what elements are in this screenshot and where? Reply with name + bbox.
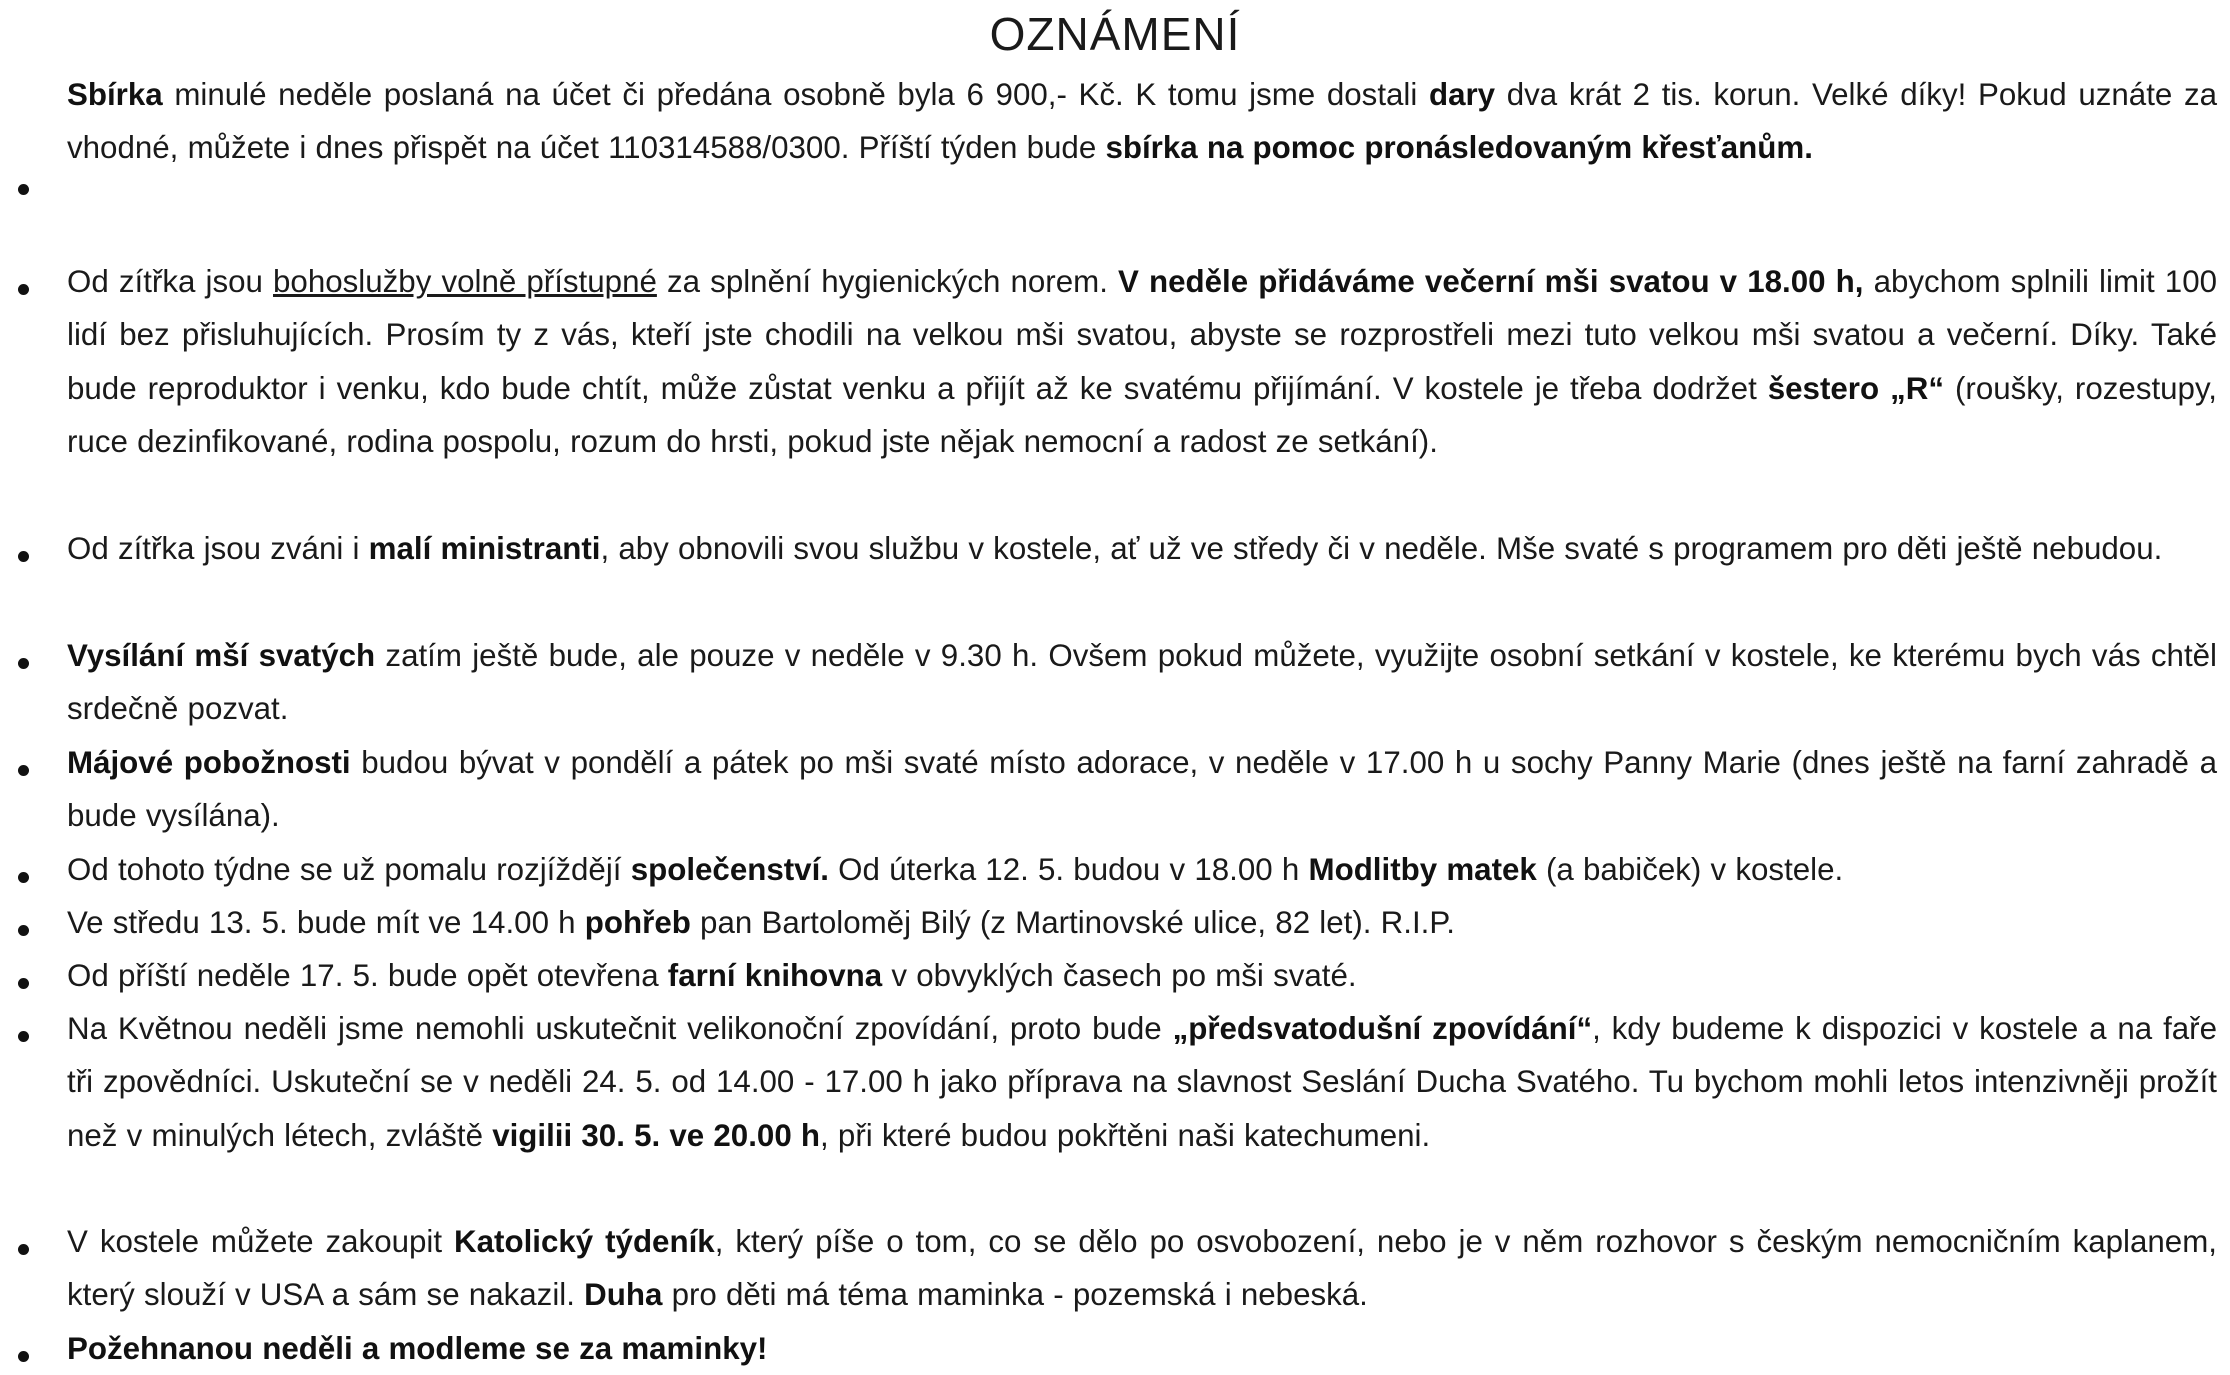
bullet-icon	[18, 1031, 29, 1042]
text-span: za splnění hygienických norem.	[656, 264, 1119, 299]
bullet-icon	[18, 284, 29, 295]
bold-span: sbírka na pomoc pronásledovaným křesťanům.	[1105, 130, 1813, 166]
item-text	[67, 1215, 2217, 1322]
bold-span: farní knihovna	[667, 958, 883, 993]
item-text	[67, 736, 2217, 843]
bullet-icon	[18, 925, 29, 936]
text-span: budou bývat v pondělí a pátek po mši svaté místo adorace, v neděle v 17.00 h u sochy Panny Marie (dnes ještě na farní zahradě a bude vysílána).	[67, 745, 2217, 834]
bold-span: „předsvatodušní zpovídání“	[1172, 1011, 1593, 1046]
text-span: , který píše o tom, co se dělo po osvobození, nebo je v něm rozhovor s českým nemocničním kaplanem, který slouží v USA a sám se nakazil.	[67, 1224, 2217, 1313]
text-span: Ve středu 13. 5. bude mít ve 14.00 h	[67, 905, 585, 940]
page-title: OZNÁMENÍ	[989, 8, 1241, 60]
bullet-icon	[18, 872, 29, 883]
text-span: , při které budou pokřtěni naši katechumeni.	[820, 1117, 1431, 1153]
underlined-span: bohoslužby volně přístupné	[273, 264, 657, 299]
bold-span: Májové pobožnosti	[67, 745, 351, 780]
text-span: zatím ještě bude, ale pouze v neděle v 9.30 h. Ovšem pokud můžete, využijte osobní setkání v kostele, ke kterému bych vás chtěl srdečně pozvat.	[67, 638, 2217, 727]
bold-span: pohřeb	[584, 905, 691, 940]
bold-span: Katolický týdeník	[454, 1224, 715, 1259]
bold-span: šestero „R“	[1767, 370, 1944, 406]
item-text	[67, 896, 2217, 949]
item-text	[67, 68, 2217, 175]
bullet-icon	[18, 765, 29, 776]
text-span: dva krát 2 tis. korun. Velké díky! Pokud uznáte za vhodné, můžete i dnes přispět na účet 110314588/0300. Příští týden bude	[67, 77, 2217, 166]
bold-span: malí ministranti	[368, 531, 601, 566]
bold-span: dary	[1428, 77, 1496, 112]
item-text	[67, 629, 2217, 736]
bullet-icon	[18, 184, 29, 195]
bold-span: V neděle přidáváme večerní mši svatou v 18.00 h,	[1118, 264, 1864, 299]
text-span: Od úterka 12. 5. budou v 18.00 h	[828, 852, 1309, 887]
bold-span: společenství.	[630, 852, 829, 887]
text-span: minulé neděle poslaná na účet či předána osobně byla 6 900,- Kč. K tomu jsme dostali	[162, 77, 1429, 112]
bullet-icon	[18, 551, 29, 562]
item-text	[67, 522, 2217, 575]
text-span: (roušky, rozestupy, ruce dezinfikované, rodina pospolu, rozum do hrsti, pokud jste nějak nemocní a radost ze setkání).	[67, 370, 2217, 460]
bold-span: Modlitby matek	[1308, 852, 1537, 887]
bold-span: Vysílání mší svatých	[67, 638, 376, 673]
text-span: Od zítřka jsou	[67, 264, 274, 299]
bullet-icon	[18, 1244, 29, 1255]
text-span: Od tohoto týdne se už pomalu rozjíždějí	[67, 852, 631, 887]
bullet-icon	[18, 978, 29, 989]
item-text	[67, 1002, 2217, 1162]
text-span: , aby obnovili svou službu v kostele, ať už ve středy či v neděle. Mše svaté s programem pro děti ještě nebudou.	[600, 531, 2163, 566]
bullet-icon	[18, 658, 29, 669]
item-text	[67, 843, 2217, 896]
bold-span: vigilii 30. 5. ve 20.00 h	[492, 1117, 821, 1153]
text-span: Od příští neděle 17. 5. bude opět otevřena	[67, 958, 668, 993]
text-span: pro děti má téma maminka - pozemská i nebeská.	[662, 1277, 1368, 1313]
bold-span: Sbírka	[67, 77, 163, 112]
item-text	[67, 1322, 2217, 1375]
text-span: Na Květnou neděli jsme nemohli uskutečnit velikonoční zpovídání, proto bude	[67, 1011, 1173, 1046]
text-span: Od zítřka jsou zváni i	[67, 531, 369, 566]
item-text	[67, 949, 2217, 1002]
bold-span: Duha	[584, 1277, 663, 1313]
text-span: V kostele můžete zakoupit	[67, 1224, 455, 1259]
text-span: (a babiček) v kostele.	[1536, 852, 1844, 887]
text-span: v obvyklých časech po mši svaté.	[882, 958, 1357, 993]
text-span: pan Bartoloměj Bilý (z Martinovské ulice, 82 let). R.I.P.	[690, 905, 1455, 940]
text-span: abychom splnili limit 100 lidí bez přisluhujících. Prosím ty z vás, kteří jste chodili na velkou mši svatou, abyste se rozprostřeli mezi tuto velkou mši svatou a večerní. Díky. Také bude reproduktor i venku, kdo bude chtít, může zůstat venku a přijít až ke svatému přijímání. V kostele je třeba dodržet	[67, 264, 2218, 406]
text-span: , kdy budeme k dispozici v kostele a na faře tři zpovědníci. Uskuteční se v neděli 24. 5. od 14.00 - 17.00 h jako příprava na slavnost Seslání Ducha Svatého. Tu bychom mohli letos intenzivněji prožít než v minulých létech, zvláště	[67, 1011, 2218, 1153]
item-text	[67, 255, 2217, 469]
bold-span: Požehnanou neděli a modleme se za maminky!	[67, 1331, 768, 1366]
bullet-icon	[18, 1351, 29, 1362]
